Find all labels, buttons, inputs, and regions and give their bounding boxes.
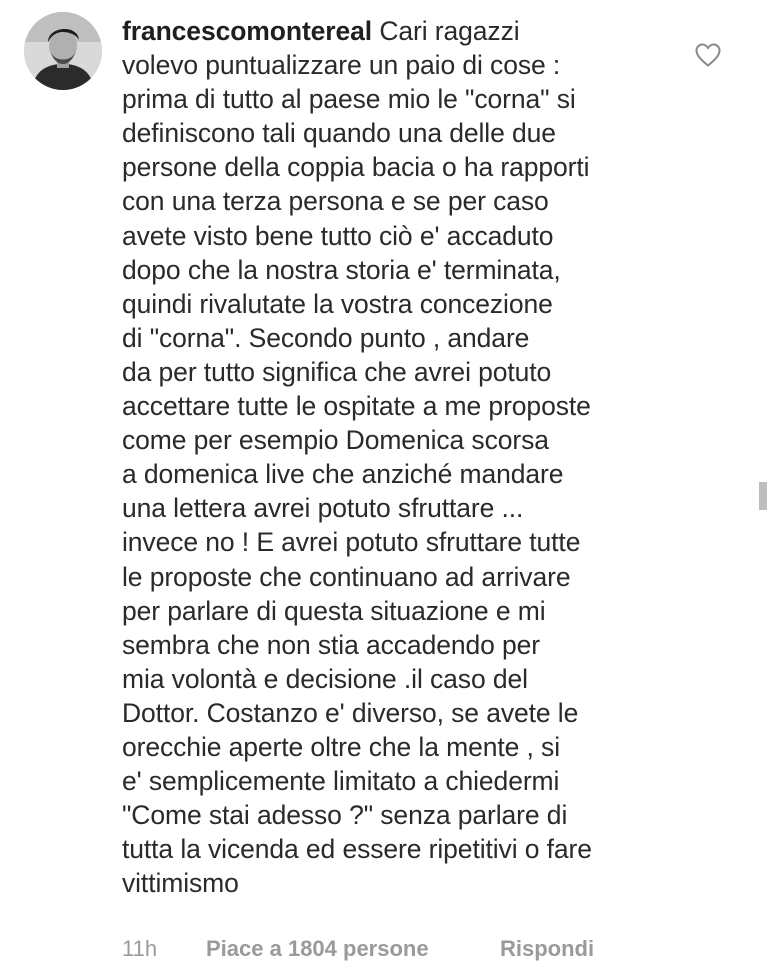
heart-outline-icon [694, 42, 722, 68]
avatar-image [24, 12, 102, 90]
scroll-indicator [759, 482, 767, 510]
reply-button[interactable]: Rispondi [500, 936, 595, 961]
username-link[interactable]: francescomontereal [122, 16, 373, 46]
likes-count-link[interactable]: Piace a 1804 persone [206, 936, 429, 961]
comment-body [122, 14, 682, 900]
comment-text: Cari ragazzi volevo puntualizzare un paio di cose : prima di tutto al paese mio le "corna" si definiscono tali quando una delle due persone della coppia bacia o ha rapporti con una terza persona e se per caso avete visto bene tutto ciò e' accaduto dopo che la nostra storia e' terminata, quindi rivalutate la vostra concezione di "corna". Secondo punto , andare da per tutto significa che avrei potuto accettare tutte le ospitate a me proposte come per esempio Domenica scorsa a domenica live che anziché mandare una lettera avrei potuto sfruttare ... invece no ! E avrei potuto sfruttare tutte le proposte che continuano ad arrivare per parlare di questa situazione e mi sembra che non stia accadendo per mia volontà e decisione .il caso del Dottor. Costanzo e' diverso, se avete le orecchie aperte oltre che la mente , si e' semplicemente limitato a chiedermi "Come stai adesso ?" senza parlare di tutta la vicenda ed essere ripetitivi o fare vittimismo [122, 16, 592, 899]
like-button[interactable] [694, 42, 722, 68]
avatar[interactable] [24, 12, 102, 90]
timestamp: 11h [122, 936, 158, 961]
